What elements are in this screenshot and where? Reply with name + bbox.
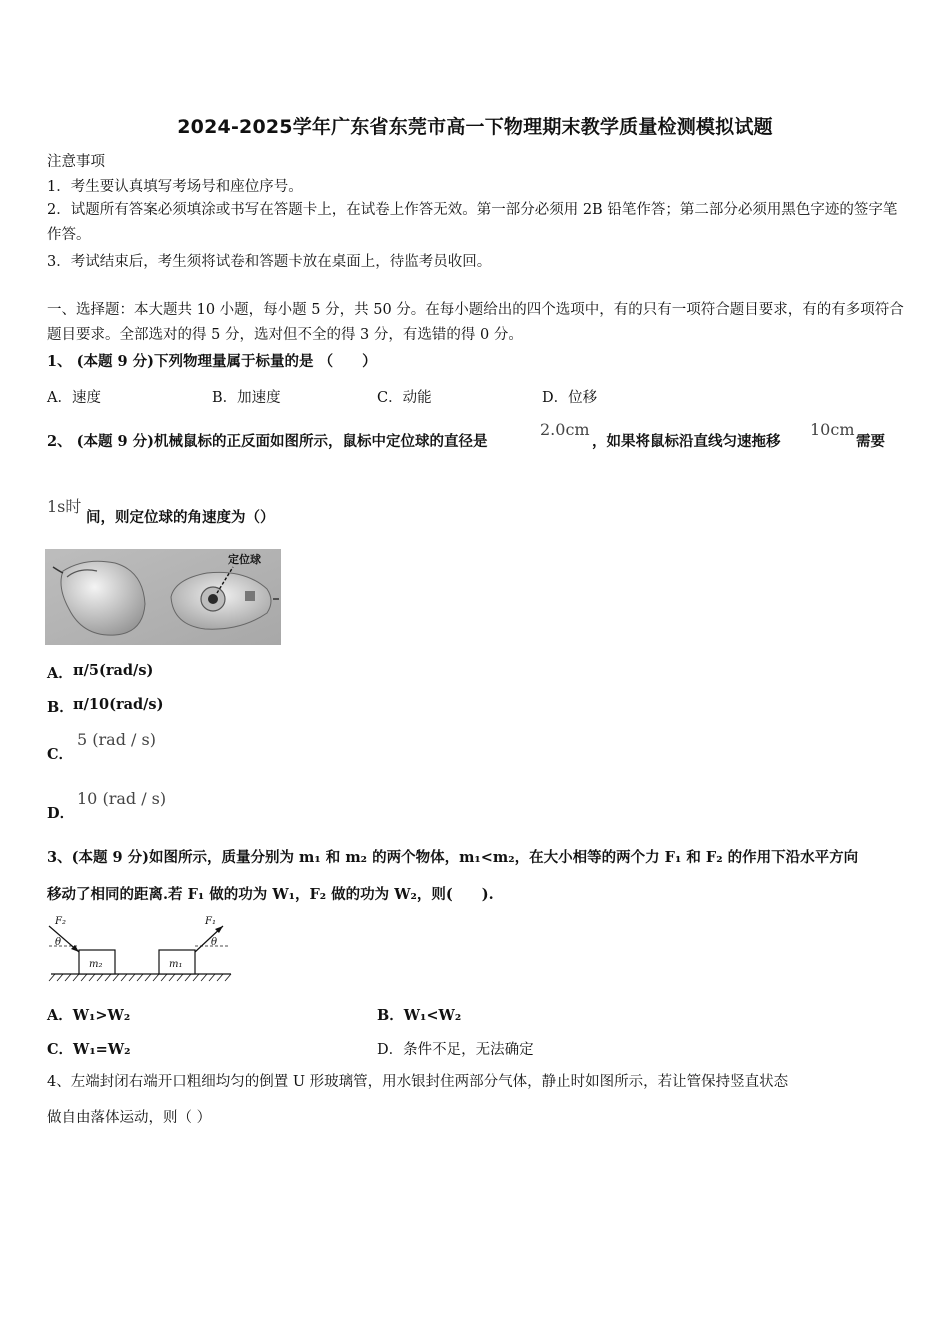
q2-stem-part: ，如果将鼠标沿直线匀速拖移 (592, 433, 781, 450)
q2-option-d-label: D． (47, 805, 75, 822)
q3-stem: 移动了相同的距离.若 F₁ 做的功为 W₁，F₂ 做的功为 W₂，则( ). (47, 886, 494, 903)
blocks-figure (45, 912, 235, 984)
notice-heading: 注意事项 (47, 154, 105, 170)
q2-option-d-value: 10 (rad / s) (77, 789, 167, 808)
positioning-ball (208, 594, 218, 604)
q2-diameter: 2.0cm (540, 420, 590, 439)
q1-option-d: D．位移 (542, 390, 598, 406)
q3-stem: 3、(本题 9 分)如图所示，质量分别为 m₁ 和 m₂ 的两个物体，m₁<m₂，在大小相等的两个力 F₁ 和 F₂ 的作用下沿水平方向 (47, 849, 859, 866)
q2-distance: 10cm (810, 420, 855, 439)
force-f1-label: F₁ (205, 916, 216, 927)
notice-item: 2．试题所有答案必须填涂或书写在答题卡上，在试卷上作答无效。第一部分必须用 2B 铅笔作答；第二部分必须用黑色字迹的签字笔作答。 (47, 202, 898, 243)
q4-stem: 做自由落体运动，则（ ） (47, 1110, 212, 1126)
q1-option-a: A．速度 (47, 390, 101, 406)
figure-label: 定位球 (228, 553, 261, 566)
notice-item: 3．考试结束后，考生须将试卷和答题卡放在桌面上，待监考员收回。 (47, 254, 492, 270)
q2-option-c-value: 5 (rad / s) (77, 730, 156, 749)
q3-option-c: C．W₁=W₂ (47, 1041, 131, 1058)
angle-label: θ (55, 937, 62, 948)
q4-stem: 4、左端封闭右端开口粗细均匀的倒置 U 形玻璃管，用水银封住两部分气体，静止时如图所示，若让管保持竖直状态 (47, 1074, 789, 1090)
q3-option-a: A．W₁>W₂ (47, 1007, 131, 1024)
q2-option-b-label: B． (47, 699, 74, 716)
notice-item: 1．考生要认真填写考场号和座位序号。 (47, 179, 303, 195)
q2-option-b-value: π/10(rad/s) (73, 696, 164, 713)
ground-hatching (49, 974, 231, 981)
block-m2-label: m₂ (89, 959, 103, 970)
mouse-detail (245, 591, 255, 601)
q2-option-a-label: A． (47, 665, 73, 682)
q2-stem-part: 2、 (本题 9 分)机械鼠标的正反面如图所示，鼠标中定位球的直径是 (47, 433, 488, 450)
q2-stem-part: 间，则定位球的角速度为（） (86, 509, 275, 526)
q1-stem: 1、 (本题 9 分)下列物理量属于标量的是 （ ） (47, 353, 377, 370)
section-intro: 一、选择题：本大题共 10 小题，每小题 5 分，共 50 分。在每小题给出的四个选项中，有的只有一项符合题目要求，有的有多项符合题目要求。全部选对的得 5 分，选对但不全的得 3 分，有选错的得 0 分。 (47, 302, 904, 343)
force-f2-label: F₂ (55, 916, 66, 927)
q1-option-c: C．动能 (377, 390, 432, 406)
q1-option-b: B．加速度 (212, 390, 281, 406)
page-title: 2024-2025学年广东省东莞市高一下物理期末教学质量检测模拟试题 (177, 116, 773, 138)
q3-option-b: B．W₁<W₂ (377, 1007, 462, 1024)
mouse-figure (45, 549, 281, 645)
block-m1-label: m₁ (169, 959, 183, 970)
q2-option-c-label: C． (47, 746, 74, 763)
q2-time: 1s时 (47, 497, 82, 516)
q2-option-a-value: π/5(rad/s) (73, 662, 154, 679)
angle-label: θ (211, 937, 218, 948)
q3-option-d: D．条件不足，无法确定 (377, 1042, 534, 1058)
q2-stem-part: 需要 (856, 433, 885, 450)
